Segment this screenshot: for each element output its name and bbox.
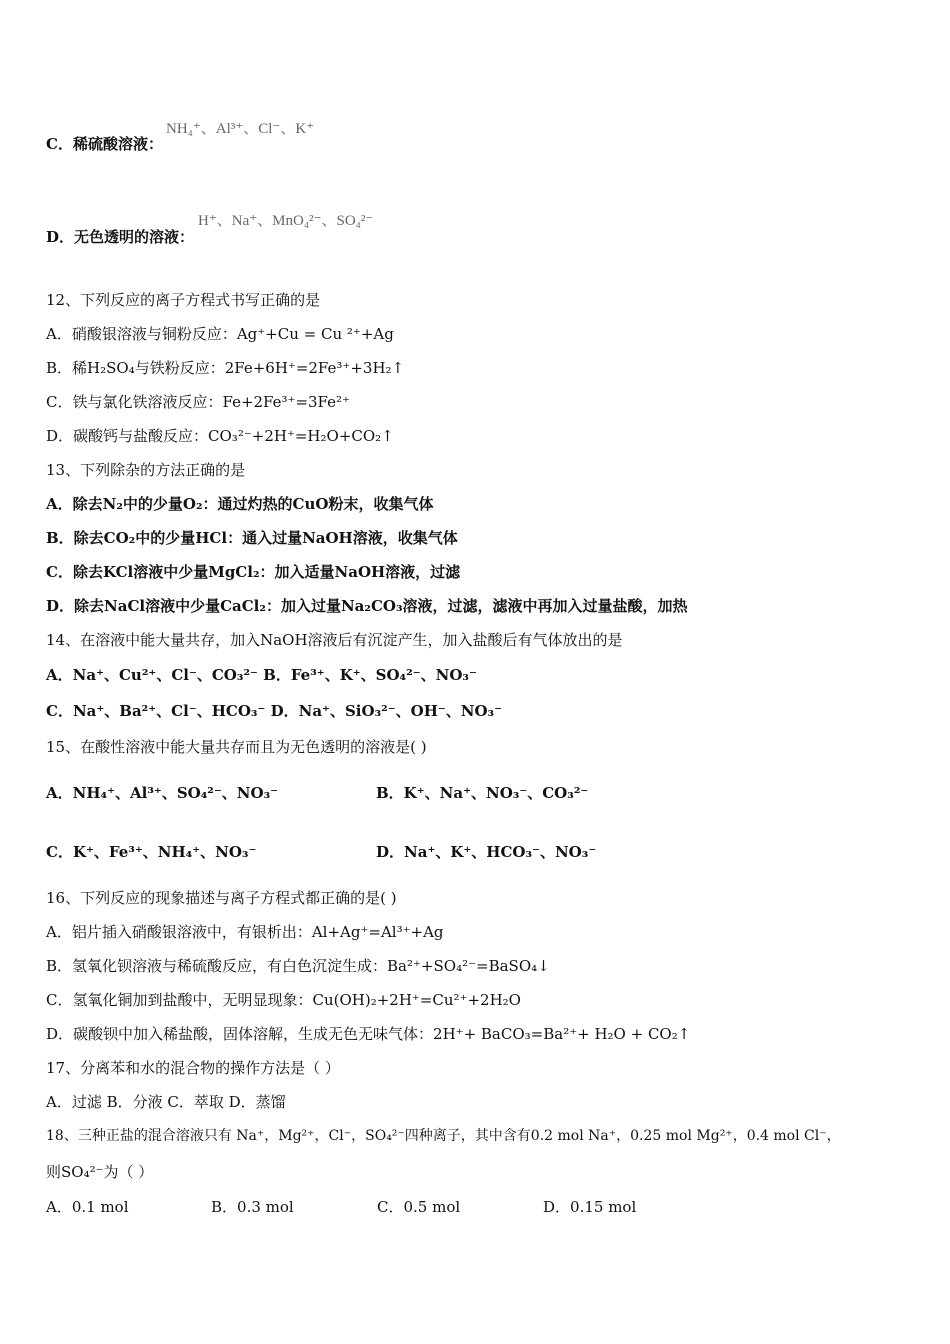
q12-option-a: A．硝酸银溶液与铜粉反应：Ag⁺+Cu = Cu ²⁺+Ag [46, 325, 394, 343]
q14-stem: 14、在溶液中能大量共存，加入NaOH溶液后有沉淀产生，加入盐酸后有气体放出的是 [46, 631, 623, 649]
q12-option-c: C．铁与氯化铁溶液反应：Fe+2Fe³⁺=3Fe²⁺ [46, 393, 350, 411]
q12-option-b: B．稀H₂SO₄与铁粉反应：2Fe+6H⁺=2Fe³⁺+3H₂↑ [46, 359, 405, 377]
q12-option-d: D．碳酸钙与盐酸反应：CO₃²⁻+2H⁺=H₂O+CO₂↑ [46, 427, 394, 445]
q14-options-cd: C．Na⁺、Ba²⁺、Cl⁻、HCO₃⁻ D．Na⁺、SiO₃²⁻、OH⁻、NO₃⁻ [46, 702, 503, 720]
q15-option-a: A．NH₄⁺、Al³⁺、SO₄²⁻、NO₃⁻ [46, 784, 279, 802]
q12-stem: 12、下列反应的离子方程式书写正确的是 [46, 291, 321, 309]
q13-option-b: B．除去CO₂中的少量HCl：通入过量NaOH溶液，收集气体 [46, 529, 458, 547]
q15-stem: 15、在酸性溶液中能大量共存而且为无色透明的溶液是( ) [46, 738, 427, 756]
q13-option-a: A．除去N₂中的少量O₂：通过灼热的CuO粉末，收集气体 [46, 495, 434, 513]
q14-options-ab: A．Na⁺、Cu²⁺、Cl⁻、CO₃²⁻ B．Fe³⁺、K⁺、SO₄²⁻、NO₃⁻ [46, 666, 477, 684]
q16-option-d: D．碳酸钡中加入稀盐酸，固体溶解，生成无色无味气体：2H⁺+ BaCO₃=Ba²⁺+ H₂O + CO₂↑ [46, 1025, 691, 1043]
q18-option-b: B．0.3 mol [211, 1198, 294, 1216]
q11-c-formula: NH₄⁺、Al³⁺、Cl⁻、K⁺ [166, 121, 315, 137]
q11-option-d: D．无色透明的溶液： [46, 228, 195, 246]
q11-d-formula: H⁺、Na⁺、MnO₄²⁻、SO₄²⁻ [198, 213, 374, 229]
q16-stem: 16、下列反应的现象描述与离子方程式都正确的是( ) [46, 889, 397, 907]
q15-option-c: C．K⁺、Fe³⁺、NH₄⁺、NO₃⁻ [46, 843, 257, 861]
q18-option-a: A．0.1 mol [46, 1198, 129, 1216]
q18-option-c: C．0.5 mol [377, 1198, 461, 1216]
q15-option-d: D．Na⁺、K⁺、HCO₃⁻、NO₃⁻ [376, 843, 597, 861]
q16-option-c: C．氢氧化铜加到盐酸中，无明显现象：Cu(OH)₂+2H⁺=Cu²⁺+2H₂O [46, 991, 521, 1009]
q15-option-b: B．K⁺、Na⁺、NO₃⁻、CO₃²⁻ [376, 784, 589, 802]
q13-option-c: C．除去KCl溶液中少量MgCl₂：加入适量NaOH溶液，过滤 [46, 563, 461, 581]
q13-stem: 13、下列除杂的方法正确的是 [46, 461, 246, 479]
q16-option-a: A．铝片插入硝酸银溶液中，有银析出：Al+Ag⁺=Al³⁺+Ag [46, 923, 444, 941]
q11-option-c: C．稀硫酸溶液： [46, 135, 163, 153]
q17-options: A．过滤 B．分液 C．萃取 D．蒸馏 [46, 1093, 286, 1111]
q17-stem: 17、分离苯和水的混合物的操作方法是（ ） [46, 1059, 340, 1077]
q13-option-d: D．除去NaCl溶液中少量CaCl₂：加入过量Na₂CO₃溶液，过滤，滤液中再加入过量盐酸，加热 [46, 597, 688, 615]
q18-stem-line2: 则SO₄²⁻为（ ） [46, 1163, 154, 1181]
q18-stem-line1: 18、三种正盐的混合溶液只有 Na⁺，Mg²⁺，Cl⁻，SO₄²⁻四种离子，其中含有0.2 mol Na⁺，0.25 mol Mg²⁺，0.4 mol Cl⁻， [46, 1128, 841, 1144]
q16-option-b: B．氢氧化钡溶液与稀硫酸反应，有白色沉淀生成：Ba²⁺+SO₄²⁻=BaSO₄↓ [46, 957, 550, 975]
q18-option-d: D．0.15 mol [543, 1198, 637, 1216]
